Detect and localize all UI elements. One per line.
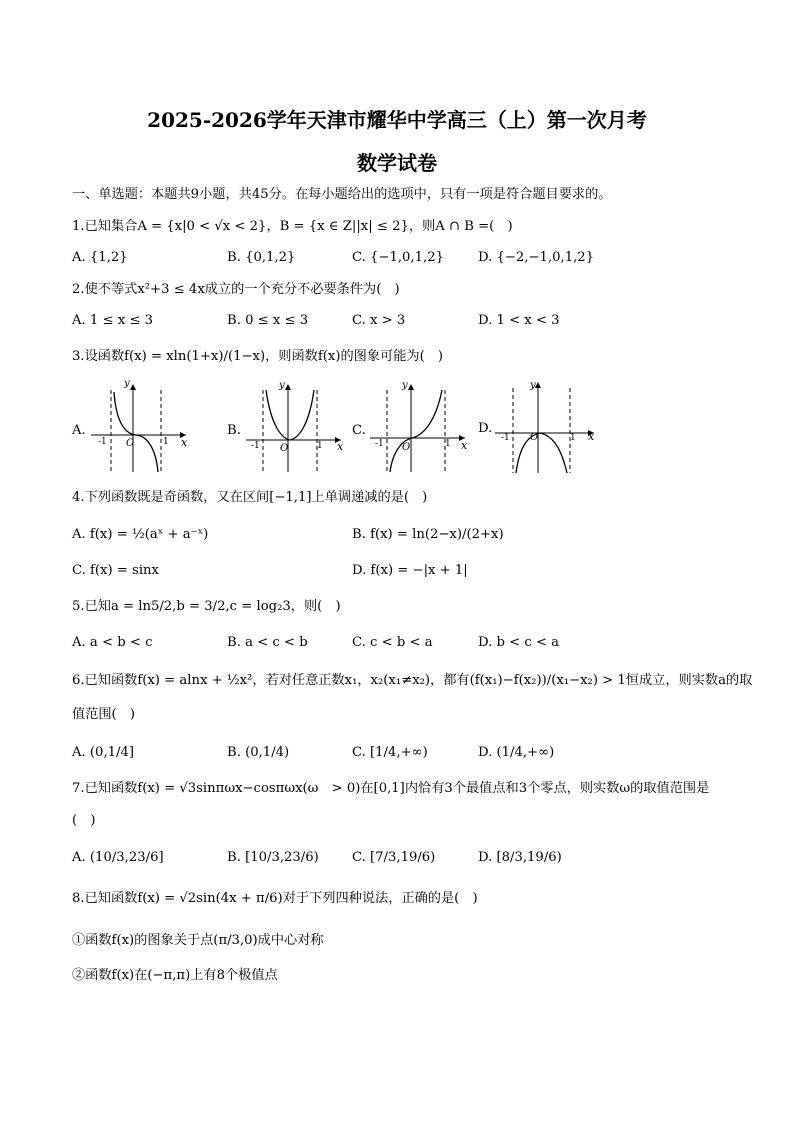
q6-option-d: D. (1/4,+∞) bbox=[478, 745, 555, 760]
q7-option-c: C. [7/3,19/6) bbox=[352, 850, 436, 865]
question-6-stem: 6.已知函数f(x) = alnx + ½x²，若对任意正数x₁，x₂(x₁≠x₂)，都有(f(x₁)−f(x₂))/(x₁−x₂) > 1恒成立，则实数a的取 bbox=[72, 673, 753, 688]
graph-c-x-label: x bbox=[461, 439, 468, 452]
q3-option-d: D. bbox=[478, 421, 493, 436]
graph-b-y-label: y bbox=[279, 380, 285, 391]
q1-option-d: D. {−2,−1,0,1,2} bbox=[478, 250, 595, 265]
graph-d-pos1: 1 bbox=[570, 433, 576, 443]
q3-option-c: C. bbox=[352, 423, 366, 438]
q1-option-a: A. {1,2} bbox=[72, 250, 128, 265]
q3-option-b: B. bbox=[227, 423, 241, 438]
graph-a-neg1: -1 bbox=[98, 437, 107, 447]
graph-b-pos1: 1 bbox=[317, 441, 323, 451]
q4-option-d: D. f(x) = −|x + 1| bbox=[352, 563, 468, 578]
question-6-stem-cont: 值范围( ) bbox=[72, 707, 136, 722]
q7-option-d: D. [8/3,19/6) bbox=[478, 850, 562, 865]
q8-statement-2: ②函数f(x)在(−π,π)上有8个极值点 bbox=[72, 968, 278, 983]
q5-option-a: A. a < b < c bbox=[72, 635, 153, 650]
q3-option-a: A. bbox=[72, 423, 86, 438]
graph-d-x-label: x bbox=[588, 430, 595, 443]
q5-option-d: D. b < c < a bbox=[478, 635, 560, 650]
q5-option-c: C. c < b < a bbox=[352, 635, 433, 650]
q1-option-c: C. {−1,0,1,2} bbox=[352, 250, 444, 265]
q3-graph-a bbox=[86, 380, 196, 475]
exam-subtitle: 数学试卷 bbox=[357, 151, 437, 175]
q5-option-b: B. a < c < b bbox=[227, 635, 308, 650]
graph-d-origin: O bbox=[530, 432, 539, 443]
question-7-stem: 7.已知函数f(x) = √3sinπωx−cosπωx(ω > 0)在[0,1]内恰有3个最值点和3个零点，则实数ω的取值范围是 bbox=[72, 781, 710, 796]
exam-title: 2025-2026学年天津市耀华中学高三（上）第一次月考 bbox=[147, 108, 647, 132]
q2-option-a: A. 1 ≤ x ≤ 3 bbox=[72, 313, 153, 328]
graph-a-y-label: y bbox=[124, 380, 130, 389]
graph-c-origin: O bbox=[402, 442, 411, 453]
graph-a-pos1: 1 bbox=[163, 437, 169, 447]
graph-c-y-label: y bbox=[402, 380, 408, 391]
q2-option-d: D. 1 < x < 3 bbox=[478, 313, 560, 328]
question-3-stem: 3.设函数f(x) = xln(1+x)/(1−x)，则函数f(x)的图象可能为( ) bbox=[72, 349, 444, 364]
graph-d-y-label: y bbox=[530, 380, 536, 391]
graph-b-origin: O bbox=[280, 443, 289, 454]
question-5-stem: 5.已知a = ln5/2,b = 3/2,c = log₂3，则( ) bbox=[72, 599, 341, 614]
graph-a-origin: O bbox=[126, 438, 135, 449]
question-2-stem: 2.使不等式x²+3 ≤ 4x成立的一个充分不必要条件为( ) bbox=[72, 282, 400, 297]
question-7-stem-cont: ( ) bbox=[72, 813, 96, 828]
question-4-stem: 4.下列函数既是奇函数，又在区间[−1,1]上单调递减的是( ) bbox=[72, 490, 428, 505]
question-8-stem: 8.已知函数f(x) = √2sin(4x + π/6)对于下列四种说法，正确的是( ) bbox=[72, 891, 478, 906]
graph-b-x-label: x bbox=[337, 440, 344, 453]
q7-option-a: A. (10/3,23/6] bbox=[72, 850, 164, 865]
graph-b-neg1: -1 bbox=[251, 441, 260, 451]
q3-graph-b bbox=[241, 380, 351, 475]
q8-statement-1: ①函数f(x)的图象关于点(π/3,0)成中心对称 bbox=[72, 933, 324, 948]
q3-graph-c bbox=[365, 380, 477, 475]
q6-option-a: A. (0,1/4] bbox=[72, 745, 135, 760]
section-heading: 一、单选题：本题共9小题，共45分。在每小题给出的选项中，只有一项是符合题目要求的。 bbox=[72, 187, 612, 202]
q6-option-b: B. (0,1/4) bbox=[227, 745, 290, 760]
q6-option-c: C. [1/4,+∞) bbox=[352, 745, 428, 760]
graph-c-neg1: -1 bbox=[375, 439, 384, 449]
q1-option-b: B. {0,1,2} bbox=[227, 250, 296, 265]
q2-option-b: B. 0 ≤ x ≤ 3 bbox=[227, 313, 309, 328]
q2-option-c: C. x > 3 bbox=[352, 313, 406, 328]
q3-graph-d bbox=[490, 378, 602, 476]
graph-d-neg1: -1 bbox=[501, 433, 510, 443]
question-1-stem: 1.已知集合A = {x|0 < √x < 2}，B = {x ∈ Z||x| ≤ 2}，则A ∩ B =( ) bbox=[72, 219, 513, 234]
q4-option-c: C. f(x) = sinx bbox=[72, 563, 159, 578]
graph-c-pos1: 1 bbox=[445, 439, 451, 449]
q4-option-b: B. f(x) = ln(2−x)/(2+x) bbox=[352, 527, 504, 542]
q4-option-a: A. f(x) = ½(aˣ + a⁻ˣ) bbox=[72, 527, 209, 542]
graph-a-x-label: x bbox=[181, 436, 188, 449]
q7-option-b: B. [10/3,23/6) bbox=[227, 850, 319, 865]
